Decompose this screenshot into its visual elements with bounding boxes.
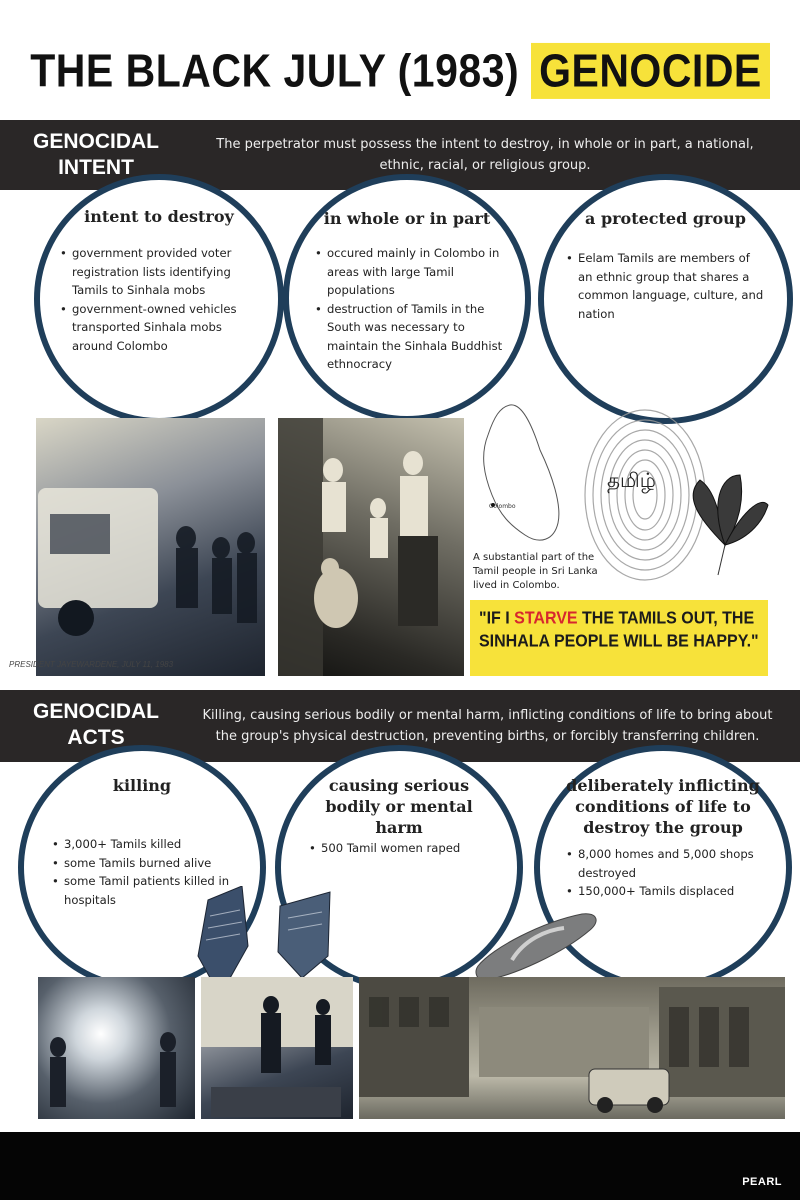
circle-list (566, 249, 766, 323)
slipper-image (472, 908, 602, 983)
circle-heading: deliberately inflicting conditions of life to destroy the group (566, 776, 760, 837)
circle-heading: in whole or in part (323, 209, 491, 228)
photo-destroyed-street (359, 977, 785, 1119)
quote-emphasis: STARVE (514, 609, 578, 628)
page-title (0, 45, 800, 98)
circle-heading: a protected group (585, 209, 746, 228)
list-item: • 150,000+ Tamils displaced (566, 882, 766, 901)
circle-heading: killing (112, 776, 172, 795)
title-highlight: GENOCIDE (531, 43, 770, 99)
photo-victim-stripped (278, 418, 464, 676)
circle-list (60, 244, 256, 355)
list-item: • government provided voter registration lists identifying Tamils to Sinhala mobs (60, 244, 256, 300)
list-item: • destruction of Tamils in the South was necessary to maintain the Sinhala Buddhist ethnocracy (315, 300, 505, 374)
list-item: • 3,000+ Tamils killed (52, 835, 248, 854)
circle-protected-group (538, 174, 793, 424)
map-caption: A substantial part of the Tamil people in Sri Lanka lived in Colombo. (473, 552, 598, 591)
photo-attack (201, 977, 353, 1119)
intent-definition: The perpetrator must possess the intent to destroy, in whole or in part, a national, ethnic, racial, or religious group. (216, 137, 754, 173)
acts-label: GENOCIDAL ACTS (33, 700, 159, 749)
pearl-logo: PEARL (742, 1176, 782, 1188)
photo-burning (38, 977, 195, 1119)
circle-heading: intent to destroy (84, 207, 234, 226)
tamil-word: தமிழ் (607, 468, 656, 492)
acts-definition: Killing, causing serious bodily or mental harm, inflicting conditions of life to bring about the group's physical destruction, preventing births, or forcibly transferring children. (202, 708, 773, 744)
photo-mob-vehicle (36, 418, 265, 676)
circle-heading: causing serious bodily or mental harm (325, 776, 473, 837)
intent-label: GENOCIDAL INTENT (33, 130, 159, 179)
title-main: THE BLACK JULY (1983) (30, 45, 520, 97)
list-item: • 8,000 homes and 5,000 shops destroyed (566, 845, 766, 882)
circle-in-whole-or-in-part (283, 174, 531, 422)
quote-text (479, 607, 764, 653)
circle-list (309, 839, 505, 858)
quote-after: THE TAMILS OUT, THE SINHALA PEOPLE WILL BE HAPPY." (479, 609, 759, 651)
footer-bar (0, 1132, 800, 1200)
list-item: • 500 Tamil women raped (309, 839, 505, 858)
circle-list (566, 845, 766, 901)
map-city-label: Colombo (489, 503, 516, 510)
list-item: • occured mainly in Colombo in areas with large Tamil populations (315, 244, 505, 300)
quote-box (470, 600, 768, 676)
list-item: • some Tamil patients killed in hospitals (52, 872, 248, 909)
list-item: • Eelam Tamils are members of an ethnic group that shares a common language, culture, and nation (566, 249, 766, 323)
circle-list (315, 244, 505, 374)
list-item: • some Tamils burned alive (52, 854, 248, 873)
quote-attribution: PRESIDENT JAYEWARDENE, JULY 11, 1983 (9, 660, 174, 669)
list-item: • government-owned vehicles transported Sinhala mobs around Colombo (60, 300, 256, 356)
quote-before: "IF I (479, 609, 515, 628)
circle-intent-to-destroy (34, 174, 284, 424)
